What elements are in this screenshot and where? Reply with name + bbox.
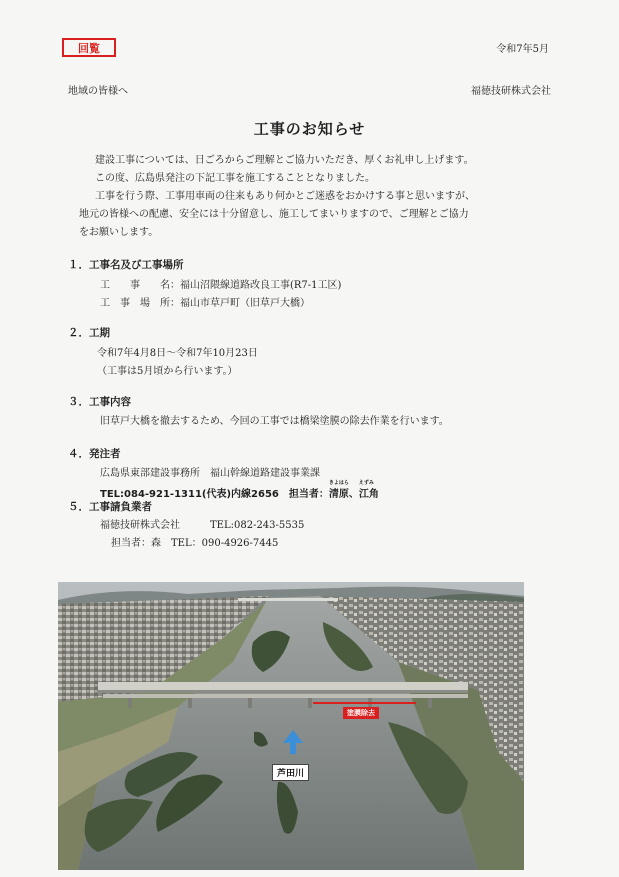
intro-line: 建設工事については、日ごろからご理解とご協力いただき、厚くお礼申し上げます。 — [95, 155, 474, 166]
section-heading-3: ３．工事内容 — [68, 396, 131, 408]
intro-paragraph — [79, 152, 543, 242]
page-title: 工事のお知らせ — [253, 120, 366, 138]
river-label: 芦田川 — [272, 764, 309, 781]
period-note: （工事は5月頃から行います。） — [97, 366, 238, 377]
section-heading-5: ５．工事請負業者 — [68, 501, 152, 513]
construction-content: 旧草戸大橋を撤去するため、今回の工事では橋梁塗膜の除去作業を行います。 — [100, 416, 449, 427]
construction-location: 工 事 場 所：福山市草戸町（旧草戸大橋） — [100, 298, 310, 309]
client-office: 広島県東部建設事務所 福山幹線道路建設事業課 — [100, 468, 320, 479]
removal-label: 塗膜除去 — [343, 707, 379, 719]
ruby-kiyohara: きよはら — [328, 480, 349, 486]
intro-line: をお願いします。 — [79, 227, 159, 238]
ruby-ezumi: えずみ — [358, 480, 374, 486]
intro-line: この度、広島県発注の下記工事を施工することとなりました。 — [95, 173, 375, 184]
client-persons: 清原、江角 — [328, 489, 379, 500]
construction-name: 工 事 名：福山沼隈線道路改良工事(R7-1工区) — [100, 280, 342, 291]
issue-date: 令和7年5月 — [496, 44, 549, 55]
section-heading-4: ４．発注者 — [68, 448, 121, 460]
aerial-river-photo — [58, 582, 524, 870]
client-contact — [100, 480, 379, 500]
intro-line: 工事を行う際、工事用車両の往来もあり何かとご迷惑をおかけする事と思いますが、 — [95, 191, 475, 202]
client-tel: TEL:084-921-1311(代表)内線2656 担当者： — [100, 489, 329, 500]
kairan-stamp: 回覧 — [62, 38, 116, 57]
section-heading-2: ２．工期 — [68, 327, 110, 339]
client-persons-wrap — [328, 480, 379, 500]
company-name: 福徳技研株式会社 — [471, 86, 551, 97]
addressee: 地域の皆様へ — [68, 86, 128, 97]
contractor-info: 福徳技研株式会社 TEL:082-243-5535 — [100, 520, 305, 531]
construction-period: 令和7年4月8日～令和7年10月23日 — [97, 348, 258, 359]
contractor-contact: 担当者：森 TEL：090-4926-7445 — [111, 538, 279, 549]
section-heading-1: １．工事名及び工事場所 — [68, 259, 184, 271]
intro-line: 地元の皆様への配慮、安全には十分留意し、施工してまいりますので、ご理解とご協力 — [79, 209, 469, 220]
aerial-photo-illustration — [58, 582, 524, 870]
